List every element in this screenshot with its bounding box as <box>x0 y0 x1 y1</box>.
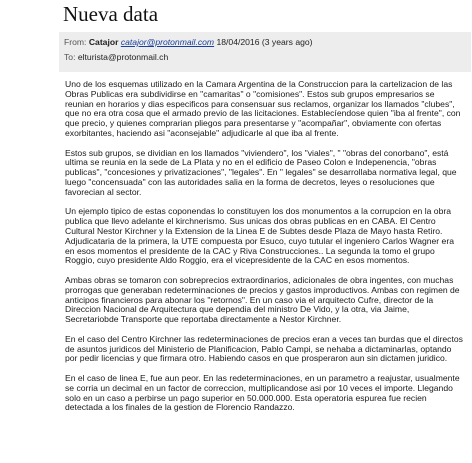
body-paragraph: Ambas obras se tomaron con sobreprecios extraordinarios, adicionales de obra ingentes, con muchas prorrogas que generaban redeterminaciones de precios y gastos improductivos. Ambas con regimen de anticipos financieros para abonar los "retornos". En un caso via el arquitecto Cufre, director de la Direccion Nacional de Arquitectura que dependia del ministro De Vido, y la otra, via Jaime, Secretariobde Transporte que reportaba directamente a Nestor Kirchner. <box>65 274 460 325</box>
from-row <box>64 37 313 47</box>
email-header <box>59 32 471 72</box>
body-paragraph: En el caso del Centro Kirchner las redeterminaciones de precios eran a veces tan burdas que el directos de asuntos juridicos del Ministerio de Planificacion, Pablo Campi, se nehaba a dictaminarlas, optando por pedir licencias y que firmara otro. Habiendo casos en que prosperaron aun sin dictamen juridico. <box>65 333 463 364</box>
email-body <box>65 80 465 423</box>
sent-date: 18/04/2016 (3 years ago) <box>216 37 313 47</box>
page-title: Nueva data <box>63 2 159 26</box>
body-paragraph: En el caso de linea E, fue aun peor. En las redeterminaciones, en un parametro a reajustar, usualmente se corria un decimal en un factor de correccion, multiplicandose asi por 10 veces el importe. Llegando solo en un caso a perbirse un pago superior en 50.000.000. Esta operatoria espurea fue recien detectada a los finales de la gestion de Florencio Randazzo. <box>65 372 460 413</box>
body-paragraph: Estos sub grupos, se dividian en los llamados "viviendero", los "viales", " "obras del conorbano", está ultima se reunia en la sede de La Plata y no en el edificio de Paseo Colon e Indepenencia, "obras publicas", "concesiones y privatizaciones", "legales". En " legales" se desarrollaba normativa legal, que luego "concensuada" con las autoridades salia en la forma de decretos, leyes o resoluciones que favorecian al sector. <box>65 147 457 197</box>
from-label: From: <box>64 37 87 47</box>
sender-name: Catajor <box>88 37 119 47</box>
body-paragraph: Un ejemplo tipico de estas coponendas lo constituyen los dos monumentos a la corrupcion en la obra publica que llevo adelante el kirchnerismo. Sus unicas dos obras publicas en en CABA. El Centro Cultural Nestor Kirchner y la Extension de la Linea E de Subtes desde Plaza de Mayo hasta Retiro. Adjudicataria de la primera, la UTE compuesta por Esuco, cuyo tutular el ingeniero Carlos Wagner era en esos momentos el presidente de la CAC y Riva Construcciones.. La segunda la tomo el grupo Roggio, cuyo presidente Aldo Roggio, era el vicepresidente de la CAC en esos momentos. <box>65 206 454 266</box>
to-row <box>64 52 168 62</box>
sender-email-link[interactable]: catajor@protonmail.com <box>120 37 215 47</box>
body-paragraph: Uno de los esquemas utilizado en la Camara Argentina de la Construccion para la cartelizacion de las Obras Publicas era subdividirse en "camaritas" o "comisiones". Estos sub grupos empresarios se reunian en horarios y dias especificos para consensuar sus reclamos, organizar los llamados "clubes", que no era otra cosa que el armado previo de las licitaciones. Establecíendose quien "iba al frente", con que precio, y quienes comprarian pliegos para presentarse y "acompañar", obviamente con ofertas exorbitantes, haciendo asi "aconsejable" adjudicarle al que iba al frente. <box>65 79 461 138</box>
to-label: To: <box>64 52 76 62</box>
recipient-email: elturista@protonmail.ch <box>77 52 169 62</box>
